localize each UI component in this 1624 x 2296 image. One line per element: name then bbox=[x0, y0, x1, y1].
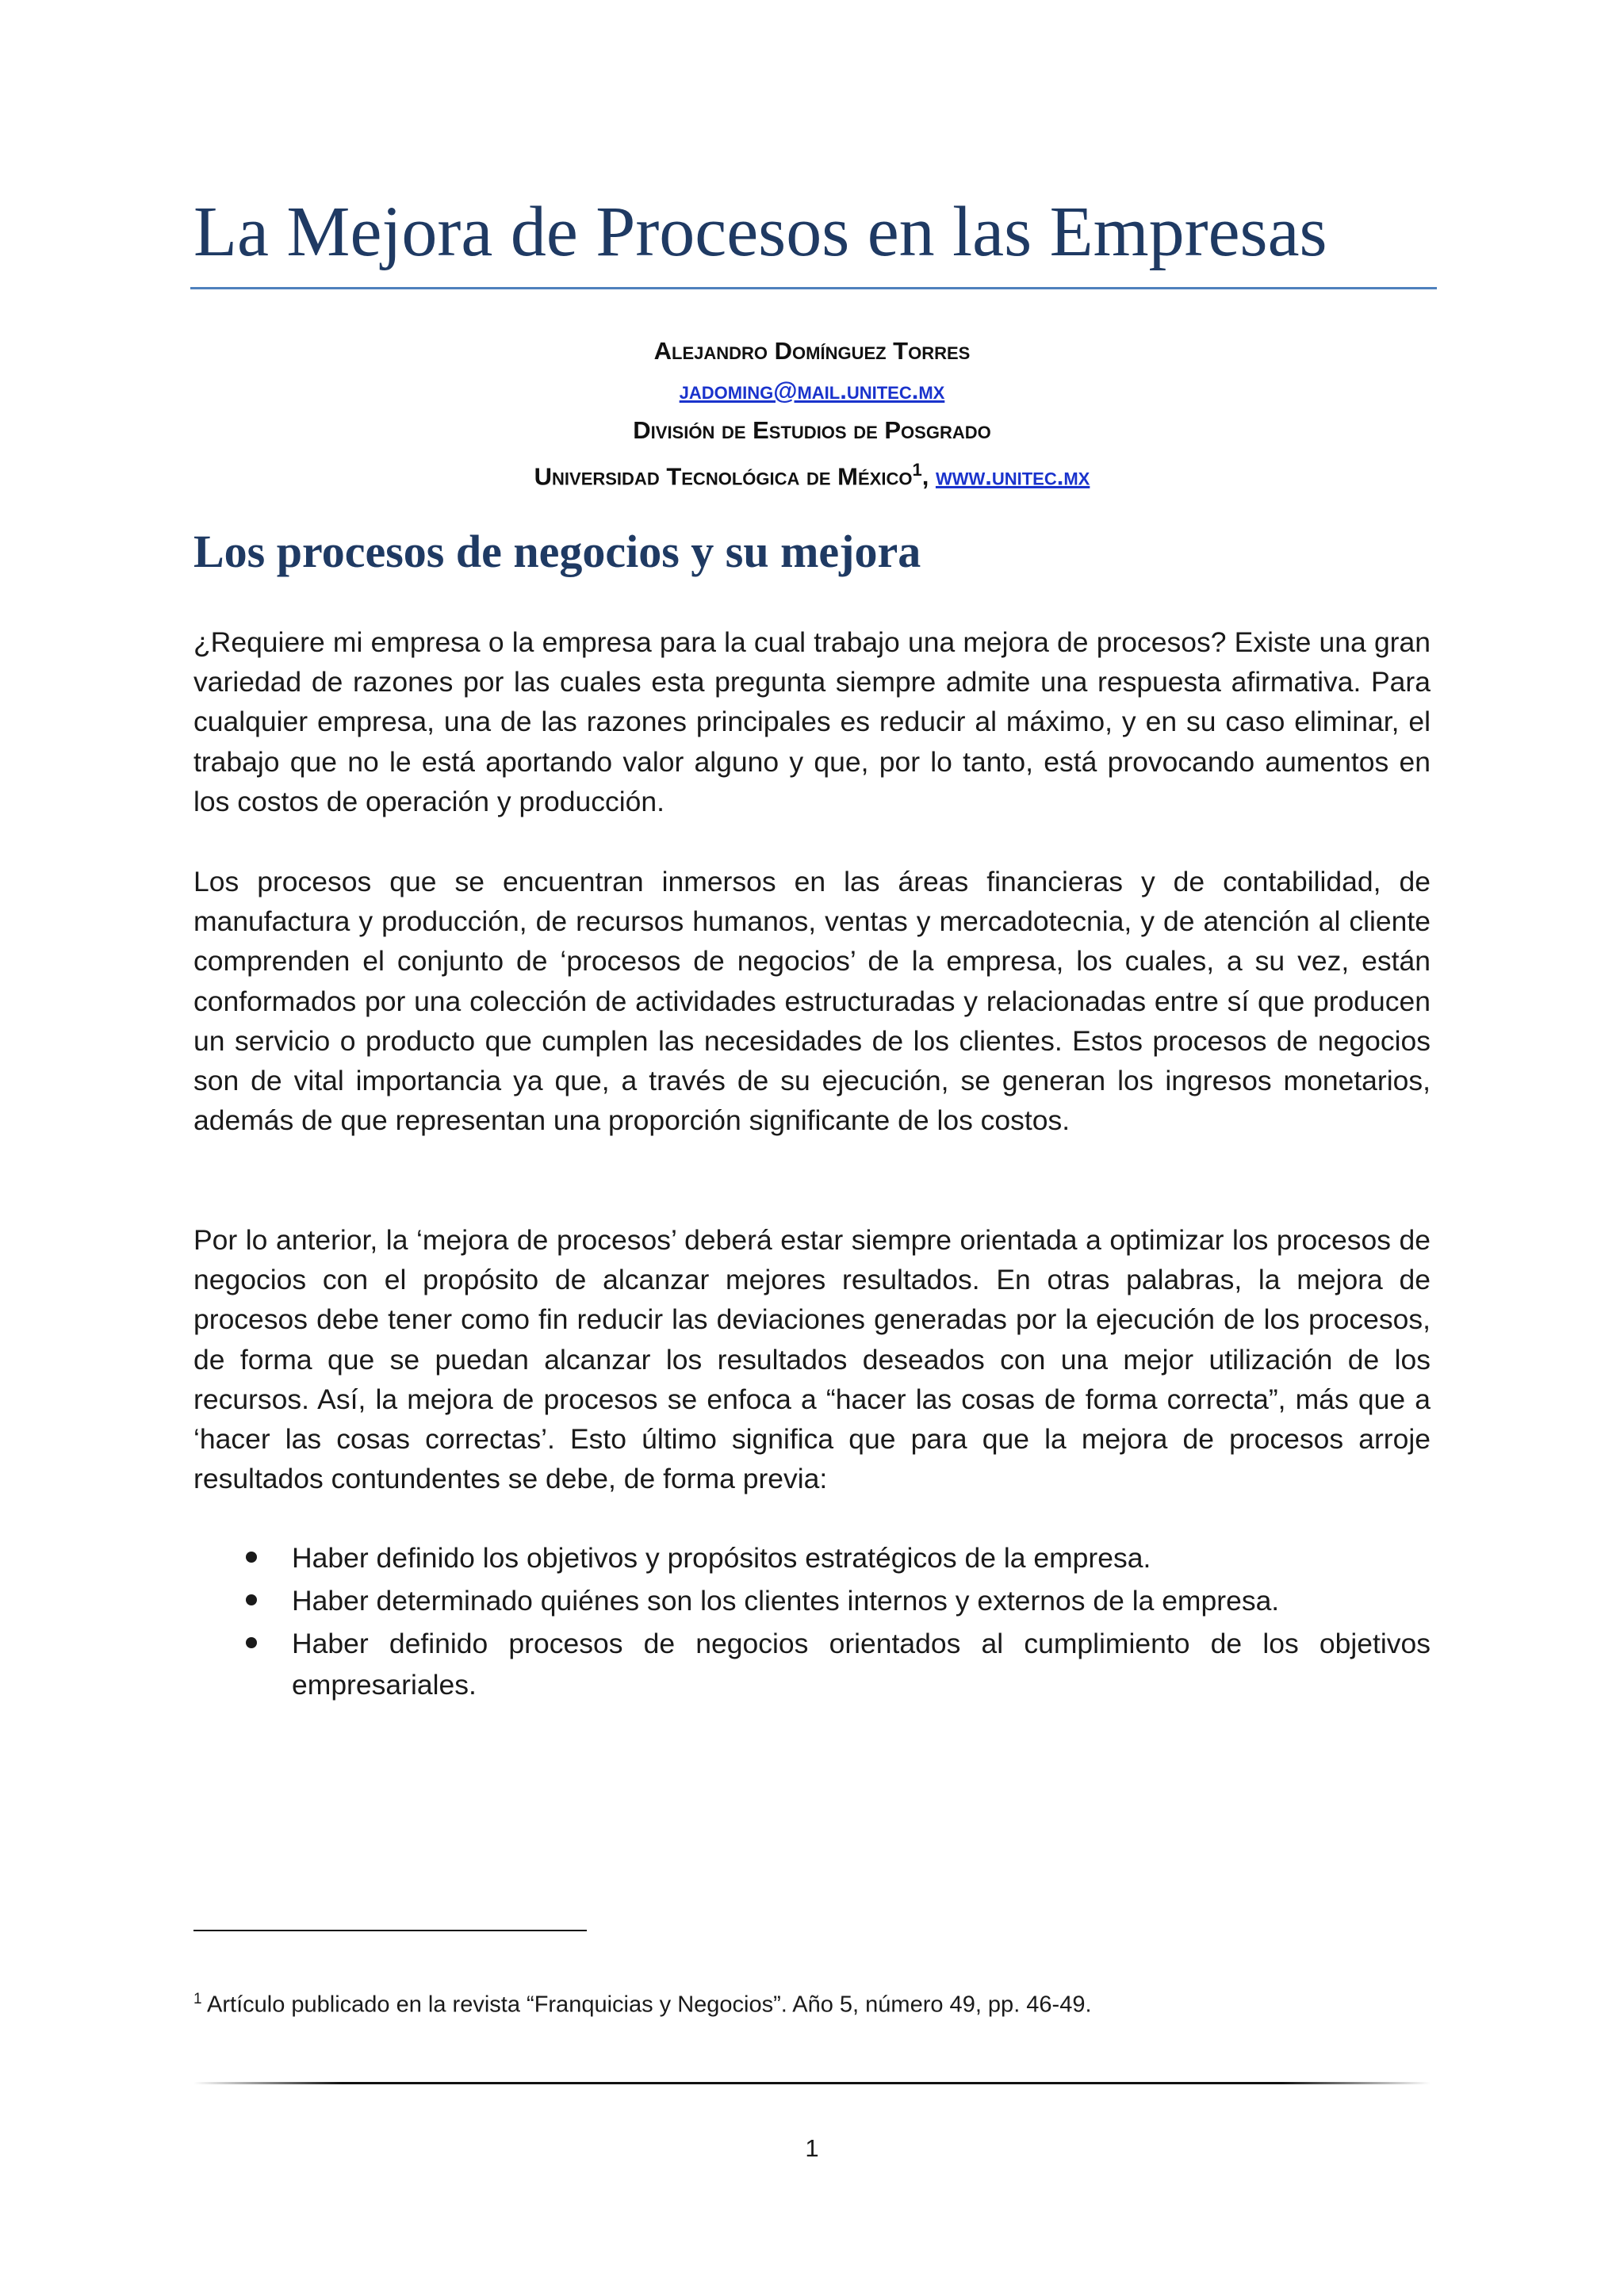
paragraph-3: Por lo anterior, la ‘mejora de procesos’ deberá estar siempre orientada a optimizar los procesos de negocios con el propósito de alcanzar mejores resultados. En otras palabras, la mejora de procesos debe tener como fin reducir las deviaciones generadas por la ejecución de los procesos, de forma que se puedan alcanzar los resultados deseados con una mejor utilización de los recursos. Así, la mejora de procesos se enfoca a “hacer las cosas de forma correcta”, más que a ‘hacer las cosas correctas’. Esto último significa que para que la mejora de procesos arroje resultados contundentes se debe, de forma previa: bbox=[193, 1224, 1431, 1495]
author-university-line bbox=[193, 450, 1431, 496]
bullet-icon bbox=[246, 1594, 257, 1605]
footnote-separator bbox=[193, 1930, 587, 1931]
author-block bbox=[193, 331, 1431, 496]
page-number: 1 bbox=[805, 2134, 819, 2162]
section-heading: Los procesos de negocios y su mejora bbox=[193, 526, 921, 577]
title-divider bbox=[190, 287, 1437, 289]
list-item bbox=[193, 1537, 1431, 1578]
footnote-number: 1 bbox=[193, 1991, 202, 2007]
list-item bbox=[193, 1623, 1431, 1705]
footnote bbox=[193, 1984, 1431, 2021]
list-item bbox=[193, 1580, 1431, 1621]
author-name: Alejandro Domínguez Torres bbox=[653, 337, 971, 365]
list-item-text: Haber definido los objetivos y propósitos estratégicos de la empresa. bbox=[292, 1542, 1151, 1574]
footnote-text: Artículo publicado en la revista “Franquicias y Negocios”. Año 5, número 49, pp. 46-49. bbox=[201, 1992, 1092, 2018]
author-university: Universidad Tecnológica de México bbox=[534, 462, 913, 491]
requirements-list bbox=[193, 1537, 1431, 1707]
author-division: División de Estudios de Posgrado bbox=[633, 416, 991, 444]
list-item-text: Haber definido procesos de negocios orientados al cumplimiento de los objetivos empresariales. bbox=[292, 1628, 1431, 1701]
university-website-link[interactable]: www.unitec.mx bbox=[935, 462, 1090, 491]
footer-divider bbox=[193, 2082, 1431, 2084]
paragraph-1: ¿Requiere mi empresa o la empresa para la cual trabajo una mejora de procesos? Existe una gran variedad de razones por las cuales esta pregunta siempre admite una respuesta afirmativa. Para cualquier empresa, una de las razones principales es reducir al máximo, y en su caso eliminar, el trabajo que no le está aportando valor alguno y que, por lo tanto, está provocando aumentos en los costos de operación y producción. bbox=[193, 626, 1431, 817]
paragraph-2: Los procesos que se encuentran inmersos en las áreas financieras y de contabilidad, de manufactura y producción, de recursos humanos, ventas y mercadotecnia, y de atención al cliente comprenden el conjunto de ‘procesos de negocios’ de la empresa, los cuales, a su vez, están conformados por una colección de actividades estructuradas y relacionadas entre sí que producen un servicio o producto que cumplen las necesidades de los clientes. Estos procesos de negocios son de vital importancia ya que, a través de su ejecución, se generan los ingresos monetarios, además de que representan una proporción significante de los costos. bbox=[193, 866, 1431, 1137]
bullet-icon bbox=[246, 1637, 257, 1648]
bullet-icon bbox=[246, 1552, 257, 1563]
author-email-line bbox=[193, 371, 1431, 411]
author-email-link[interactable]: jadoming@mail.unitec.mx bbox=[679, 377, 945, 404]
document-title: La Mejora de Procesos en las Empresas bbox=[193, 193, 1327, 271]
list-item-text: Haber determinado quiénes son los clientes internos y externos de la empresa. bbox=[292, 1585, 1280, 1617]
university-separator: , bbox=[921, 462, 936, 491]
footnote-reference[interactable]: 1 bbox=[912, 460, 922, 480]
